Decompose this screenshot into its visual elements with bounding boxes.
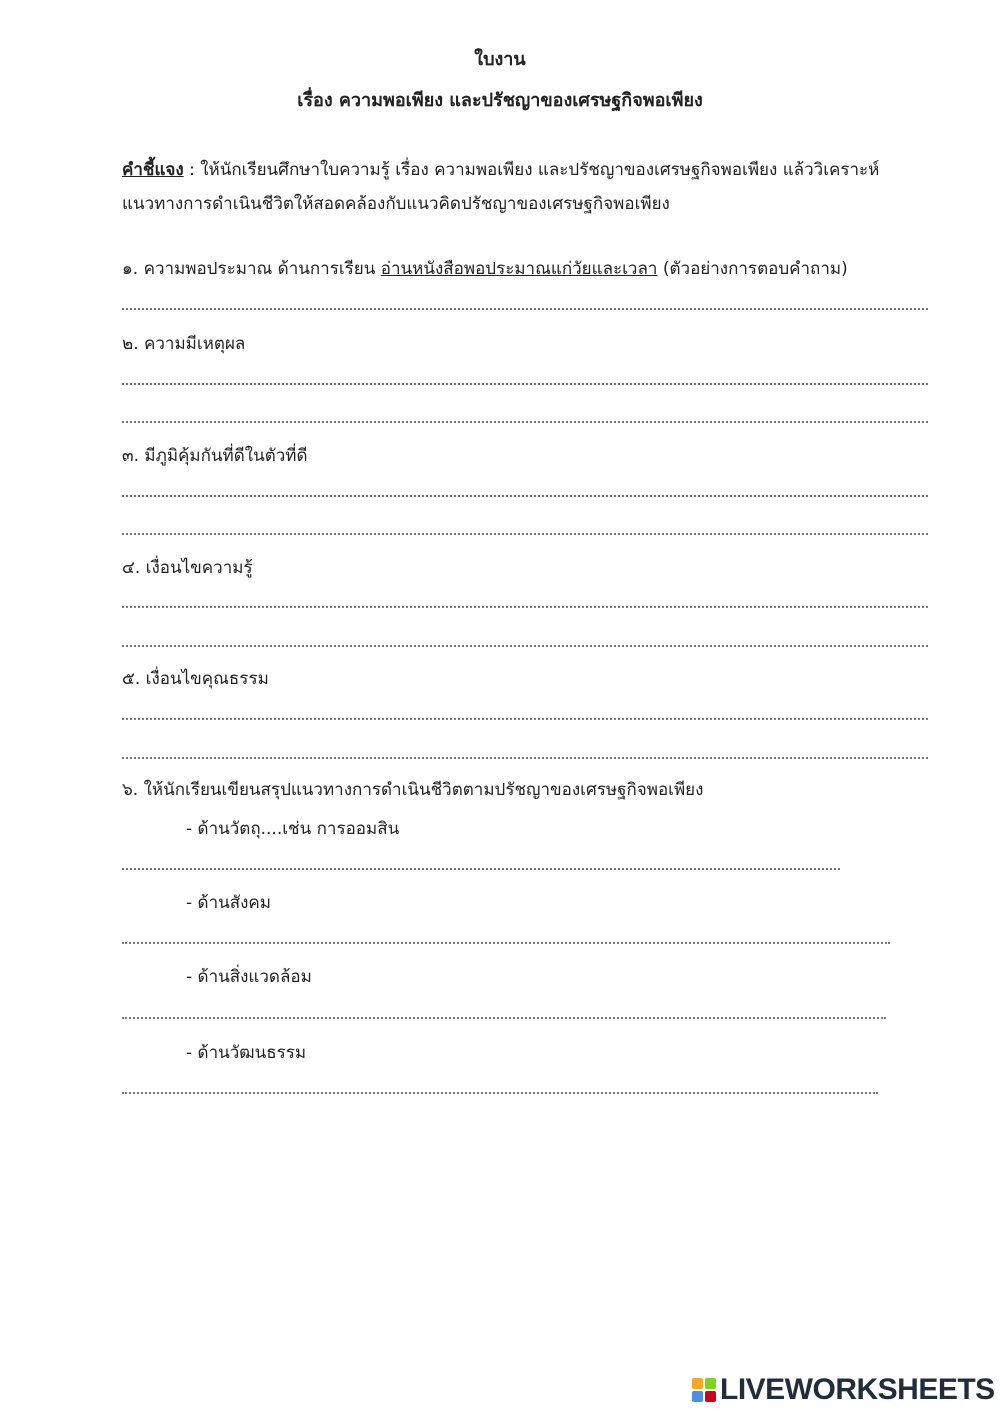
question-5: ๕. เงื่อนไขคุณธรรม: [122, 669, 269, 689]
page-title: ใบงาน: [474, 49, 526, 70]
answer-line-6b[interactable]: [122, 942, 890, 944]
answer-line-1a[interactable]: [122, 308, 928, 310]
question-4: ๔. เงื่อนไขความรู้: [122, 558, 253, 578]
page-subtitle: เรื่อง ความพอเพียง และปรัชญาของเศรษฐกิจพอเพียง: [297, 90, 703, 111]
answer-line-3a[interactable]: [122, 495, 928, 497]
answer-line-4a[interactable]: [122, 606, 928, 608]
question-6-social: - ด้านสังคม: [186, 893, 271, 913]
brand-logo-icon: [692, 1378, 716, 1402]
question-1: [122, 255, 848, 282]
answer-line-2b[interactable]: [122, 421, 928, 423]
answer-line-4b[interactable]: [122, 645, 928, 647]
answer-line-6d[interactable]: [122, 1092, 878, 1094]
answer-line-6a[interactable]: [122, 868, 840, 870]
instruction-text: : ให้นักเรียนศึกษาใบความรู้ เรื่อง ความพอเพียง และปรัชญาของเศรษฐกิจพอเพียง แล้ววิเคราะห์: [183, 160, 880, 180]
question-6-material: - ด้านวัตถุ....เช่น การออมสิน: [186, 819, 400, 839]
answer-line-5b[interactable]: [122, 757, 928, 759]
answer-line-3b[interactable]: [122, 533, 928, 535]
question-2: ๒. ความมีเหตุผล: [122, 334, 246, 354]
question-3: ๓. มีภูมิคุ้มกันที่ดีในตัวที่ดี: [122, 446, 308, 466]
question-6-culture: - ด้านวัฒนธรรม: [186, 1043, 307, 1063]
question-6-environment: - ด้านสิ่งแวดล้อม: [186, 967, 312, 987]
logo-square-2: [705, 1378, 716, 1389]
brand-logo: [692, 1372, 995, 1408]
answer-line-6c[interactable]: [122, 1017, 886, 1019]
question-1-prefix: ๑. ความพอประมาณ ด้านการเรียน: [122, 259, 381, 279]
question-1-example-answer: อ่านหนังสือพอประมาณแก่วัยและเวลา: [380, 259, 658, 279]
question-1-suffix: (ตัวอย่างการตอบคำถาม): [657, 259, 848, 279]
instruction-line-1: [122, 156, 879, 183]
logo-square-1: [692, 1378, 703, 1389]
answer-line-2a[interactable]: [122, 383, 928, 385]
logo-square-4: [705, 1391, 716, 1402]
instruction-line-2: แนวทางการดำเนินชีวิตให้สอดคล้องกับแนวคิดปรัชญาของเศรษฐกิจพอเพียง: [122, 194, 670, 214]
logo-square-3: [692, 1391, 703, 1402]
brand-name: LIVEWORKSHEETS: [720, 1373, 995, 1406]
answer-line-5a[interactable]: [122, 718, 928, 720]
instruction-label: คำชี้แจง: [122, 160, 184, 180]
question-6: ๖. ให้นักเรียนเขียนสรุปแนวทางการดำเนินชีวิตตามปรัชญาของเศรษฐกิจพอเพียง: [122, 780, 704, 800]
